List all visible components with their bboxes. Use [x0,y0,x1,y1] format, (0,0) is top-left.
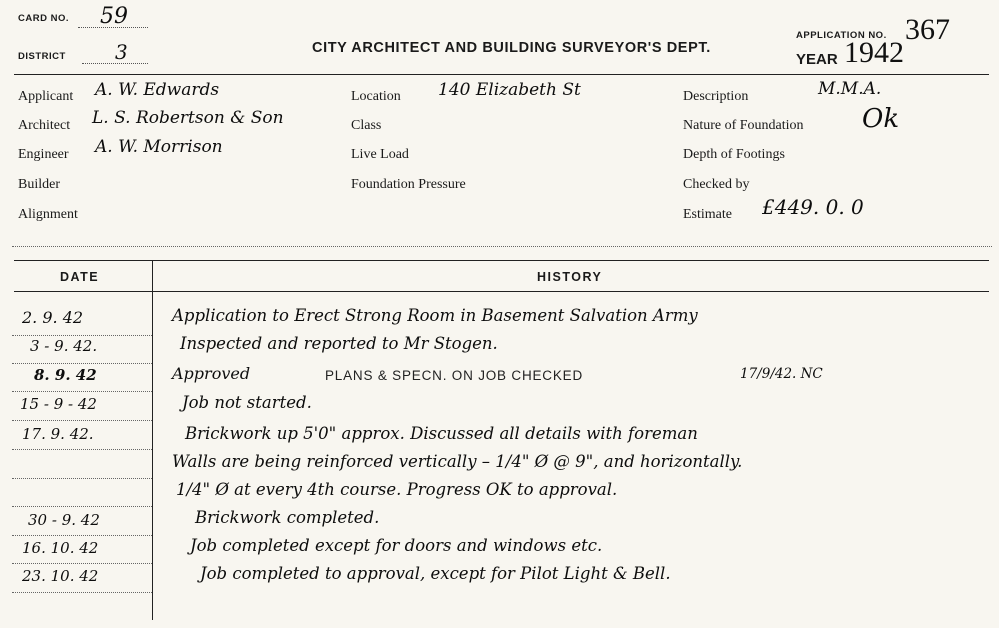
history-date: 15 - 9 - 42 [20,395,97,413]
history-text: 1/4" Ø at every 4th course. Progress OK to approval. [176,480,618,499]
depth-of-footings-label: Depth of Footings [683,147,785,162]
class-label: Class [351,118,382,133]
history-header-rule [14,291,989,292]
architect-value: L. S. Robertson & Son [92,108,284,128]
header-divider [14,74,989,75]
row-guide [12,506,152,507]
date-column-header: DATE [60,270,100,284]
engineer-label: Engineer [18,147,69,162]
alignment-label: Alignment [18,207,78,222]
row-guide [12,478,152,479]
nature-of-foundation-label: Nature of Foundation [683,118,804,133]
nature-of-foundation-value: Ok [862,104,900,134]
year-value: 1942 [844,36,904,69]
history-text: Job not started. [182,393,312,412]
history-text: Brickwork completed. [195,508,380,527]
history-date: 30 - 9. 42 [28,511,100,529]
checked-by-label: Checked by [683,177,750,192]
foundation-pressure-label: Foundation Pressure [351,177,466,192]
history-column-header: HISTORY [537,270,603,284]
live-load-label: Live Load [351,147,409,162]
history-text: Job completed to approval, except for Pilot Light & Bell. [200,564,671,583]
history-date: 3 - 9. 42. [30,337,98,355]
history-text: Job completed except for doors and windows etc. [190,536,603,555]
history-date: 8. 9. 42 [34,366,97,384]
district-value: 3 [115,40,128,64]
location-label: Location [351,89,401,104]
row-guide [12,335,152,336]
application-no-label: APPLICATION NO. [796,30,887,41]
row-guide [12,420,152,421]
estimate-label: Estimate [683,207,732,222]
row-guide [12,563,152,564]
card-no-value: 59 [100,4,128,29]
applicant-label: Applicant [18,89,74,104]
history-date: 2. 9. 42 [22,308,84,327]
row-guide [12,363,152,364]
history-top-rule [14,260,989,261]
history-date: 17. 9. 42. [22,425,94,443]
district-label: DISTRICT [18,51,66,62]
history-date: 16. 10. 42 [22,539,99,557]
date-column-divider [152,260,153,620]
history-text: Application to Erect Strong Room in Basement Salvation Army [172,306,698,325]
location-value: 140 Elizabeth St [438,80,581,100]
description-value: M.M.A. [818,79,882,99]
engineer-value: A. W. Morrison [95,137,223,157]
applicant-value: A. W. Edwards [95,80,220,100]
architect-label: Architect [18,118,71,133]
history-text: Approved [172,364,251,383]
history-text: Brickwork up 5'0" approx. Discussed all details with foreman [185,424,698,443]
application-no-value: 367 [905,13,950,46]
approval-stamp: PLANS & SPECN. ON JOB CHECKED [325,368,584,383]
history-text: Inspected and reported to Mr Stogen. [180,334,498,353]
row-guide [12,449,152,450]
department-title: CITY ARCHITECT AND BUILDING SURVEYOR'S DEPT. [312,40,711,56]
history-date: 23. 10. 42 [22,567,99,585]
builder-label: Builder [18,177,60,192]
row-guide [12,592,152,593]
card-no-label: CARD NO. [18,13,69,24]
description-label: Description [683,89,749,104]
fields-dotted-divider [12,246,992,247]
row-guide [12,535,152,536]
stamp-note: 17/9/42. NC [740,366,823,382]
row-guide [12,391,152,392]
estimate-value: £449. 0. 0 [762,195,864,219]
history-text: Walls are being reinforced vertically – 1/4" Ø @ 9", and horizontally. [172,452,743,471]
year-label: YEAR [796,51,838,68]
